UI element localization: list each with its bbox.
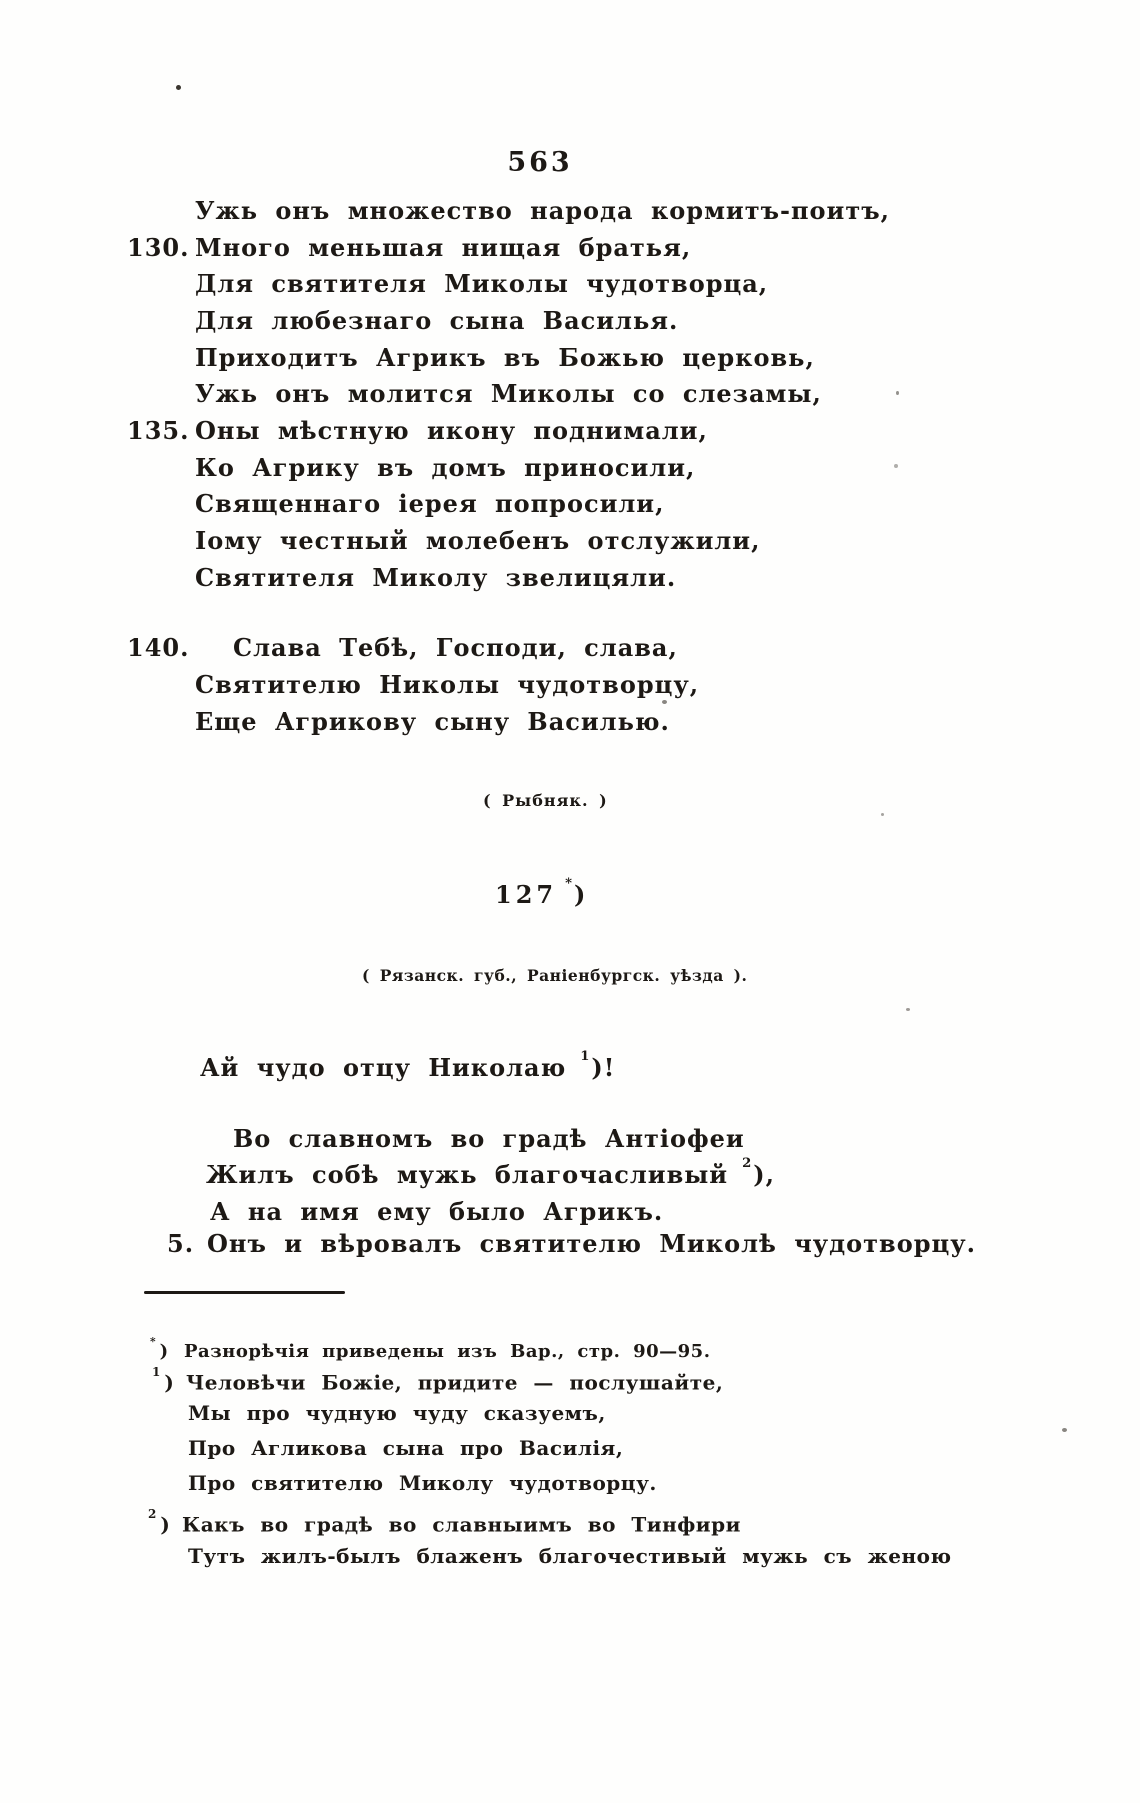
verse-line <box>233 1120 745 1154</box>
scan-speck <box>1062 1428 1067 1432</box>
footnote-line <box>152 1365 723 1396</box>
scan-speck <box>176 85 181 90</box>
verse-line <box>127 453 695 483</box>
verse-line-text: Еще Агрикову сыну Василью. <box>195 707 670 736</box>
verse-line <box>206 1156 775 1190</box>
scan-speck <box>881 813 884 816</box>
footnote-line <box>148 1507 741 1538</box>
footnote-separator-rule <box>144 1291 345 1294</box>
scan-speck <box>894 464 898 468</box>
verse-line <box>127 306 678 336</box>
marker-digit: 1 <box>152 1365 161 1379</box>
footnote-star-text: Разнорѣчія приведены изъ Вар., стр. 90—95. <box>184 1341 711 1362</box>
verse-line-text: Много меньшая нищая братья, <box>195 233 692 262</box>
verse-line <box>127 633 678 663</box>
verse-line-number <box>127 707 195 737</box>
marker-paren: ) <box>160 1512 172 1537</box>
footnote-line-text: Про Агликова сына про Василія, <box>188 1436 624 1460</box>
heading-footnote-marker: * <box>565 875 573 891</box>
page-number: 563 <box>507 147 573 178</box>
footnote-line-text: Мы про чудную чуду сказуемъ, <box>188 1401 606 1425</box>
verse-line-tail: ), <box>753 1160 776 1189</box>
verse-line <box>127 379 822 409</box>
verse-line-number <box>127 379 195 409</box>
heading-paren: ) <box>574 880 590 909</box>
verse-line-text: Іому честный молебенъ отслужили, <box>195 526 761 555</box>
verse-line-number: 130. <box>127 233 190 262</box>
source-citation: ( Рыбняк. ) <box>483 791 608 810</box>
scan-speck <box>662 700 667 704</box>
verse-line <box>167 1229 976 1259</box>
scan-speck <box>906 1008 910 1011</box>
verse-line-text: Ужь онъ множество народа кормитъ-поитъ, <box>195 196 890 225</box>
location-line: ( Рязанск. губ., Раніенбургск. уѣзда ). <box>362 966 748 985</box>
footnote-line-text: Тутъ жилъ-былъ блаженъ благочестивый мужь съ женою <box>188 1544 952 1568</box>
verse-line-text: Онъ и вѣровалъ святителю Миколѣ чудотворцу. <box>207 1229 976 1258</box>
verse-line <box>127 269 768 299</box>
marker-digit: 2 <box>148 1507 157 1521</box>
verse-line-text: А на имя ему было Агрикъ. <box>210 1197 664 1226</box>
verse-line-text: Ко Агрику въ домъ приносили, <box>195 453 696 482</box>
footnote-line-text: Про святителю Миколу чудотворцу. <box>188 1471 657 1495</box>
scan-speck <box>896 391 899 395</box>
footnote-line <box>188 1435 623 1461</box>
footnote-2-marker <box>148 1507 182 1538</box>
verse-line-number <box>127 670 195 700</box>
verse-line <box>127 343 815 373</box>
marker-paren: ) <box>164 1370 176 1395</box>
verse-line-text: Ай чудо отцу Николаю <box>200 1053 567 1082</box>
verse-line-number <box>127 269 195 299</box>
verse-line-text: Святителя Миколу звелицяли. <box>195 563 677 592</box>
verse-line-number <box>127 453 195 483</box>
verse-line <box>127 416 708 446</box>
verse-line-number <box>127 563 195 593</box>
marker-paren: ) <box>159 1341 171 1362</box>
verse-line-number: 135. <box>127 416 190 445</box>
asterisk-glyph: * <box>150 1334 156 1348</box>
verse-line-number <box>127 196 195 226</box>
footnote-line <box>188 1543 952 1569</box>
verse-line-text: Святителю Николы чудотворцу, <box>195 670 700 699</box>
verse-line <box>127 196 890 226</box>
verse-line <box>127 670 699 700</box>
verse-line-number <box>127 526 195 556</box>
verse-line-text: Оны мѣстную икону поднимали, <box>195 416 708 445</box>
footnote-line-text: Человѣчи Божіе, придите — послушайте, <box>186 1370 724 1395</box>
verse-line <box>200 1049 615 1083</box>
verse-line-text: Ужь онъ молится Миколы со слезамы, <box>195 379 822 408</box>
footnote-star-marker <box>150 1334 184 1365</box>
verse-line-number <box>127 343 195 373</box>
verse-line <box>127 563 676 593</box>
song-127-heading <box>495 875 590 909</box>
verse-line-tail: )! <box>591 1053 616 1082</box>
verse-line <box>127 707 670 737</box>
verse-line-number: 140. <box>127 633 190 662</box>
footnote-line <box>188 1400 606 1426</box>
verse-line-number <box>127 306 195 336</box>
footnote-ref-2: 2 <box>742 1155 752 1171</box>
verse-line <box>127 526 760 556</box>
verse-line-text: Для любезнаго сына Василья. <box>195 306 679 335</box>
verse-line-text: Приходитъ Агрикъ въ Божью церковь, <box>195 343 815 372</box>
verse-line <box>210 1193 663 1227</box>
verse-line-number: 5. <box>167 1229 195 1258</box>
footnote-line-text: Какъ во градѣ во славныимъ во Тинфири <box>182 1512 741 1537</box>
verse-line-text: Для святителя Миколы чудотворца, <box>195 269 769 298</box>
verse-line-text: Во славномъ во градѣ Антіофеи <box>233 1124 745 1153</box>
verse-line <box>127 489 664 519</box>
verse-line-text: Священнаго іерея попросили, <box>195 489 665 518</box>
verse-line-number <box>127 489 195 519</box>
verse-line <box>127 233 691 263</box>
footnote-ref-1: 1 <box>580 1048 590 1064</box>
footnote-1-marker <box>152 1365 186 1396</box>
footnote-line <box>188 1470 657 1496</box>
verse-line-text: Жилъ собѣ мужь благочасливый <box>206 1160 729 1189</box>
verse-line-text: Слава Тебѣ, Господи, слава, <box>233 633 678 662</box>
footnote-star <box>150 1334 710 1365</box>
song-number: 127 <box>495 880 558 909</box>
